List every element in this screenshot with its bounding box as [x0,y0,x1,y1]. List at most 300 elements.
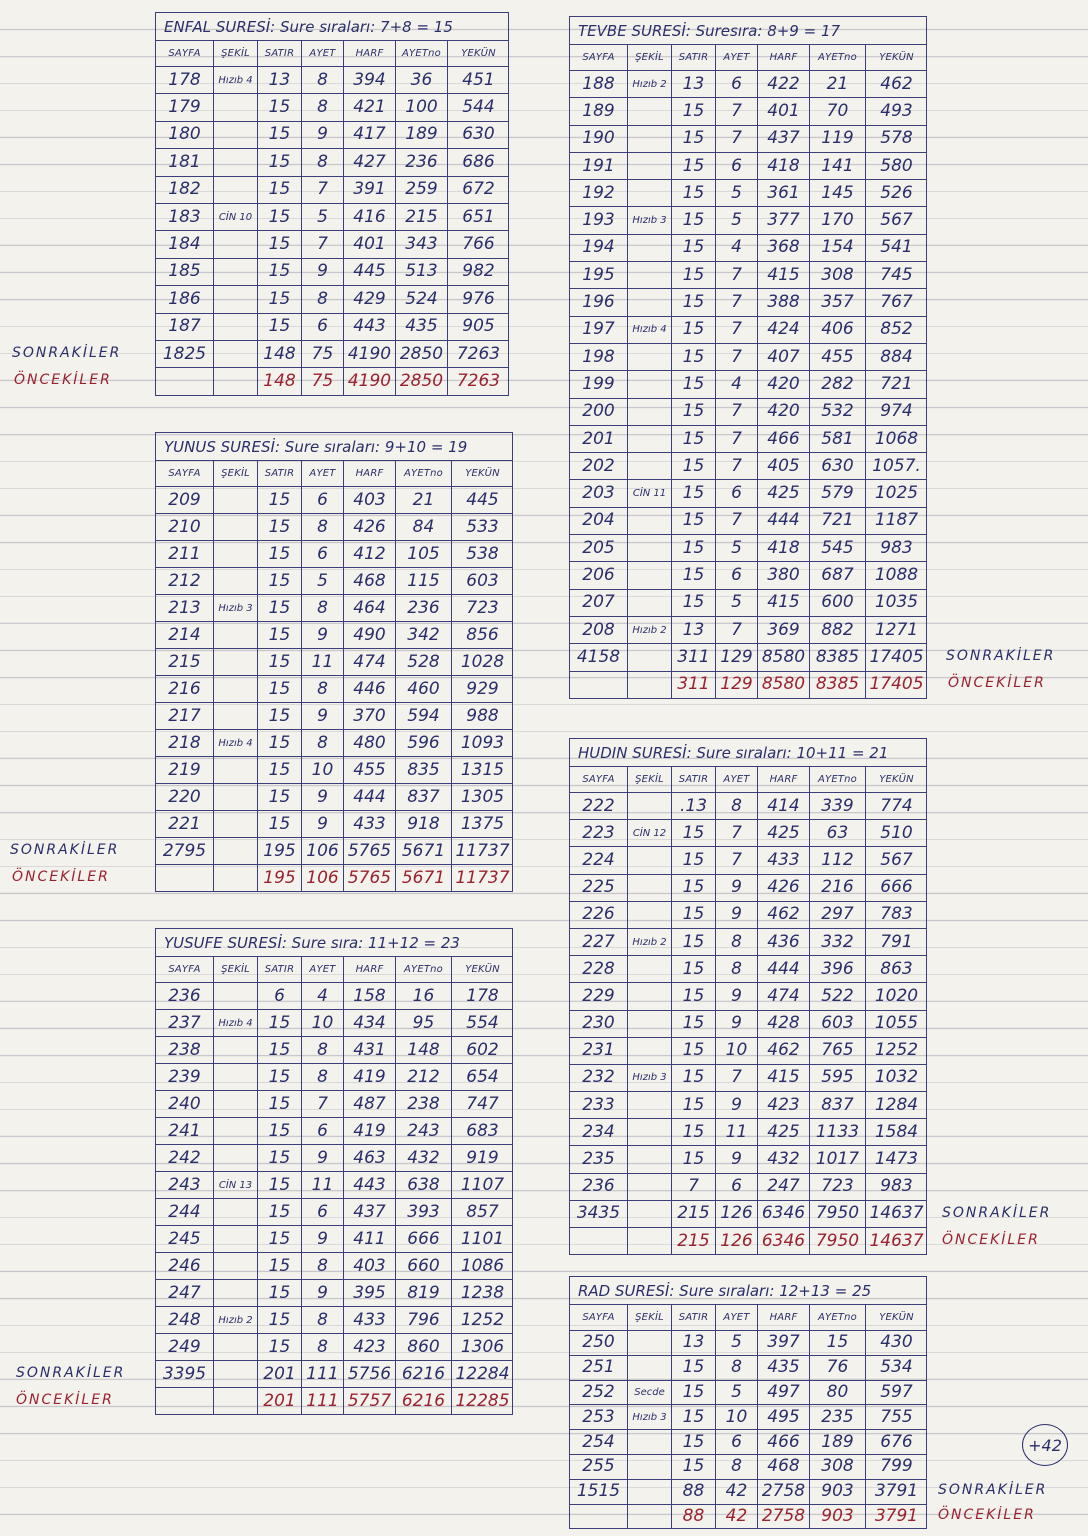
table-cell: 236 [395,148,447,175]
table-cell: 7 [715,125,757,152]
table-cell: 1252 [451,1306,513,1333]
table-cell-shape [213,121,257,148]
table-cell: 837 [809,1091,865,1118]
oncekiler-total-cell [213,367,257,394]
oncekiler-total-cell: 6216 [395,1387,451,1414]
table-cell: 426 [343,513,395,540]
column-header-yek-n: YEKÜN [451,460,513,486]
sonrakiler-total-cell [627,643,671,670]
table-cell: 15 [671,152,715,179]
tevbe-table [569,16,927,699]
table-cell: 1068 [865,425,927,452]
table-cell: 179 [155,93,213,120]
table-cell: 451 [447,66,509,93]
table-cell: 415 [757,589,809,616]
table-cell: 1032 [865,1064,927,1091]
table-cell: 15 [257,1009,301,1036]
table-cell: 11 [301,1171,343,1198]
table-cell: 15 [671,955,715,982]
table-cell-shape [213,93,257,120]
table-cell: 248 [155,1306,213,1333]
table-cell: 15 [671,452,715,479]
table-cell: 203 [569,479,627,506]
hud-title: HUDIN SURESİ: Sure sıraları: 10+11 = 21 [569,738,927,766]
tevbe-title: TEVBE SURESİ: Suresıra: 8+9 = 17 [569,16,927,44]
table-cell: 497 [757,1380,809,1405]
oncekiler-total-cell: 3791 [865,1504,927,1529]
oncekiler-total-cell [569,1227,627,1254]
table-cell: 297 [809,901,865,928]
column-header-eki-l: ŞEKİL [627,1304,671,1330]
column-header-eki-l: ŞEKİL [627,44,671,70]
oncekiler-total-cell: 88 [671,1504,715,1529]
table-cell: 4 [715,234,757,261]
column-header-ayetno: AYETno [809,44,865,70]
table-cell: 856 [451,621,513,648]
table-cell: 429 [343,285,395,312]
table-cell: 1284 [865,1091,927,1118]
table-cell: 13 [671,1330,715,1355]
table-cell: 7 [715,846,757,873]
table-cell-shape [627,874,671,901]
oncekiler-total-cell [213,1387,257,1414]
table-cell: 425 [757,819,809,846]
table-cell: 182 [155,176,213,203]
table-cell: 443 [343,313,395,340]
table-cell: 229 [569,982,627,1009]
table-cell: 15 [671,398,715,425]
table-cell: 15 [809,1330,865,1355]
table-cell: 443 [343,1171,395,1198]
table-cell: 181 [155,148,213,175]
table-cell: 36 [395,66,447,93]
table-cell: 532 [809,398,865,425]
oncekiler-total-cell [155,367,213,394]
table-cell: 80 [809,1380,865,1405]
table-cell: 245 [155,1225,213,1252]
table-cell-shape [213,1225,257,1252]
table-cell: 63 [809,819,865,846]
page-number-badge: +42 [1022,1424,1068,1466]
sonrakiler-total-cell: 8580 [757,643,809,670]
table-cell: 602 [451,1036,513,1063]
table-cell: 455 [809,343,865,370]
table-cell: 860 [395,1333,451,1360]
sonrakiler-total-cell: 106 [301,837,343,864]
table-cell: 5 [715,589,757,616]
table-cell: 11 [715,1118,757,1145]
table-cell: 463 [343,1144,395,1171]
table-cell: 745 [865,261,927,288]
table-cell: 401 [343,230,395,257]
table-cell: 397 [757,1330,809,1355]
yusuf-table [155,928,513,1415]
sonrakiler-total-cell: 111 [301,1360,343,1387]
table-cell: 170 [809,206,865,233]
table-cell: 5 [715,1330,757,1355]
table-cell-shape [627,1010,671,1037]
table-cell-shape [627,343,671,370]
oncekiler-total-cell: 14637 [865,1227,927,1254]
table-cell: 983 [865,1173,927,1200]
table-cell: 15 [671,901,715,928]
oncekiler-total-cell: 17405 [865,671,927,698]
table-cell: 250 [569,1330,627,1355]
table-cell: 723 [451,594,513,621]
table-cell: 445 [343,258,395,285]
table-cell: 533 [451,513,513,540]
table-cell: 418 [757,152,809,179]
table-cell: 5 [715,534,757,561]
table-cell: 676 [865,1429,927,1454]
table-cell: 6 [715,70,757,97]
table-cell: 490 [343,621,395,648]
table-cell: 15 [671,819,715,846]
table-cell: 221 [155,810,213,837]
table-cell-shape: CİN 12 [627,819,671,846]
table-cell-shape: Hızıb 2 [627,928,671,955]
table-cell: 231 [569,1037,627,1064]
table-cell: 332 [809,928,865,955]
table-cell: 239 [155,1063,213,1090]
table-cell: 819 [395,1279,451,1306]
table-cell: 388 [757,288,809,315]
table-cell: .13 [671,792,715,819]
table-cell: 15 [671,1380,715,1405]
table-cell-shape [213,313,257,340]
table-cell: 193 [569,206,627,233]
column-header-sayfa: SAYFA [155,460,213,486]
table-cell: 425 [757,1118,809,1145]
table-cell: 15 [257,756,301,783]
table-cell: 8 [301,285,343,312]
table-cell: 189 [395,121,447,148]
table-cell: 76 [809,1355,865,1380]
table-cell: 466 [757,425,809,452]
table-cell: 15 [257,1198,301,1225]
table-cell: 15 [257,313,301,340]
table-cell-shape: Hızıb 2 [213,1306,257,1333]
column-header-ayetno: AYETno [809,766,865,792]
sonrakiler-total-cell: 3435 [569,1200,627,1227]
table-cell-shape [627,370,671,397]
table-cell: 236 [155,982,213,1009]
table-cell: 15 [257,810,301,837]
table-cell: 415 [757,1064,809,1091]
table-cell: 487 [343,1090,395,1117]
table-cell: 15 [671,1118,715,1145]
table-cell: 242 [155,1144,213,1171]
column-header-harf: HARF [757,766,809,792]
sonrakiler-total-cell: 195 [257,837,301,864]
table-cell: 412 [343,540,395,567]
table-cell-shape [627,534,671,561]
table-cell: 7 [715,97,757,124]
table-cell: 595 [809,1064,865,1091]
table-cell: 432 [395,1144,451,1171]
table-cell: 8 [301,729,343,756]
rad-title: RAD SURESİ: Sure sıraları: 12+13 = 25 [569,1276,927,1304]
table-cell: 342 [395,621,451,648]
oncekiler-total-cell [569,671,627,698]
sonrakiler-total-cell [627,1479,671,1504]
column-header-yek-n: YEKÜN [447,40,509,66]
oncekiler-total-cell: 5765 [343,864,395,891]
column-header-ayet: AYET [715,44,757,70]
table-cell: 435 [757,1355,809,1380]
sonrakiler-total-cell: 12284 [451,1360,513,1387]
column-header-ayet: AYET [301,460,343,486]
table-cell: 7 [715,261,757,288]
table-cell: 9 [301,1225,343,1252]
table-cell: 192 [569,179,627,206]
table-cell-shape [627,179,671,206]
table-cell: 15 [671,507,715,534]
table-cell: 15 [257,783,301,810]
table-cell: 249 [155,1333,213,1360]
table-cell-shape [627,97,671,124]
oncekiler-total-cell: 2758 [757,1504,809,1529]
table-cell: 15 [671,261,715,288]
table-cell: 545 [809,534,865,561]
column-header-satir: SATIR [671,44,715,70]
table-cell-shape [627,982,671,1009]
sonrakiler-total-cell: 8385 [809,643,865,670]
table-cell: 238 [155,1036,213,1063]
table-cell-shape [213,230,257,257]
table-cell: 16 [395,982,451,1009]
table-cell: 416 [343,203,395,230]
table-cell: 435 [395,313,447,340]
rad-grid [569,1276,927,1529]
table-cell: 8 [715,928,757,955]
enfal-grid [155,12,509,396]
table-cell: 15 [257,176,301,203]
table-cell: 15 [257,1090,301,1117]
table-cell: 228 [569,955,627,982]
table-cell: 882 [809,616,865,643]
table-cell: 21 [809,70,865,97]
table-cell-shape [627,1037,671,1064]
table-cell: 218 [155,729,213,756]
table-cell: 630 [809,452,865,479]
table-cell: 672 [447,176,509,203]
sonrakiler-total-cell [213,1360,257,1387]
table-cell: 982 [447,258,509,285]
table-cell: 419 [343,1117,395,1144]
table-cell: 115 [395,567,451,594]
table-cell-shape: CİN 11 [627,479,671,506]
table-cell-shape: Hızıb 4 [627,316,671,343]
table-cell: 666 [395,1225,451,1252]
table-cell: 534 [865,1355,927,1380]
table-cell-shape [627,901,671,928]
table-cell: 1020 [865,982,927,1009]
sonrakiler-total-cell [627,1200,671,1227]
table-cell: 236 [569,1173,627,1200]
table-cell-shape [213,285,257,312]
table-cell: 370 [343,702,395,729]
oncekiler-total-cell: 2850 [395,367,447,394]
table-cell-shape [627,261,671,288]
yunus-table [155,432,513,892]
table-cell: 1133 [809,1118,865,1145]
table-cell-shape [627,1330,671,1355]
table-cell: 15 [671,125,715,152]
table-cell: 191 [569,152,627,179]
table-cell: 403 [343,486,395,513]
table-cell: 212 [155,567,213,594]
table-cell: 215 [155,648,213,675]
table-cell: 187 [155,313,213,340]
table-cell: 687 [809,561,865,588]
table-cell: 1025 [865,479,927,506]
table-cell: 783 [865,901,927,928]
table-cell: 7 [301,1090,343,1117]
table-cell: 6 [715,1173,757,1200]
table-cell: 579 [809,479,865,506]
hud-sonrakiler-label: SONRAKİLER [942,1204,1052,1221]
table-cell: 603 [809,1010,865,1037]
table-cell: 7 [715,343,757,370]
table-cell: 905 [447,313,509,340]
table-cell: 4 [715,370,757,397]
table-cell: 377 [757,206,809,233]
table-cell: 437 [343,1198,395,1225]
table-cell: 418 [757,534,809,561]
table-cell: 7 [301,230,343,257]
table-cell: 414 [757,792,809,819]
rad-table [569,1276,927,1529]
column-header-satir: SATIR [671,766,715,792]
table-cell: 215 [395,203,447,230]
table-cell: 1035 [865,589,927,616]
table-cell: 15 [257,148,301,175]
sonrakiler-total-cell: 42 [715,1479,757,1504]
table-cell-shape [213,982,257,1009]
table-cell-shape [627,288,671,315]
sonrakiler-total-cell [213,837,257,864]
table-cell: 600 [809,589,865,616]
column-header-satir: SATIR [671,1304,715,1330]
table-cell: 419 [343,1063,395,1090]
table-cell: 434 [343,1009,395,1036]
table-cell: 145 [809,179,865,206]
table-cell: 190 [569,125,627,152]
table-cell: 468 [757,1454,809,1479]
table-cell: 5 [715,206,757,233]
oncekiler-total-cell: 195 [257,864,301,891]
table-cell: 6 [301,313,343,340]
table-cell: 15 [257,1144,301,1171]
table-cell: 393 [395,1198,451,1225]
table-cell: 15 [671,1145,715,1172]
table-cell-shape [627,1145,671,1172]
table-cell: 6 [715,152,757,179]
table-cell: 233 [569,1091,627,1118]
hud-oncekiler-label: ÖNCEKİLER [942,1231,1040,1248]
table-cell: 9 [301,810,343,837]
sonrakiler-total-cell [213,340,257,367]
sonrakiler-total-cell: 14637 [865,1200,927,1227]
table-cell-shape [213,648,257,675]
table-cell: 9 [715,874,757,901]
table-cell: 15 [257,1279,301,1306]
column-header-harf: HARF [757,1304,809,1330]
table-cell: 180 [155,121,213,148]
oncekiler-total-cell [627,671,671,698]
oncekiler-total-cell: 311 [671,671,715,698]
table-cell: 513 [395,258,447,285]
table-cell: 308 [809,1454,865,1479]
table-cell: 15 [671,1037,715,1064]
table-cell-shape [627,234,671,261]
table-cell: 15 [257,540,301,567]
table-cell: 308 [809,261,865,288]
table-cell: 232 [569,1064,627,1091]
table-cell: 15 [257,1225,301,1252]
table-cell: 8 [715,955,757,982]
table-cell: 919 [451,1144,513,1171]
table-cell: 9 [715,1145,757,1172]
table-cell: 15 [671,479,715,506]
table-cell: 15 [671,1010,715,1037]
table-cell: 976 [447,285,509,312]
oncekiler-total-cell [627,1504,671,1529]
column-header-satir: SATIR [257,40,301,66]
table-cell: 189 [809,1429,865,1454]
table-cell: 1107 [451,1171,513,1198]
table-cell: 10 [301,1009,343,1036]
table-cell: 217 [155,702,213,729]
table-cell: 426 [757,874,809,901]
table-cell: 510 [865,819,927,846]
table-cell: 424 [757,316,809,343]
column-header-ayetno: AYETno [809,1304,865,1330]
table-cell: 1086 [451,1252,513,1279]
table-cell: 361 [757,179,809,206]
table-cell: 433 [343,810,395,837]
oncekiler-total-cell: 12285 [451,1387,513,1414]
table-cell: 401 [757,97,809,124]
table-cell: 185 [155,258,213,285]
sonrakiler-total-cell: 11737 [451,837,513,864]
table-cell: 444 [757,955,809,982]
table-cell: 6 [301,1198,343,1225]
table-cell: 974 [865,398,927,425]
table-cell: 766 [447,230,509,257]
table-cell: 195 [569,261,627,288]
table-cell: 7 [715,288,757,315]
table-cell: 216 [155,675,213,702]
table-cell: 420 [757,370,809,397]
table-cell: 15 [257,1306,301,1333]
table-cell: 6 [301,540,343,567]
table-cell: 7 [715,507,757,534]
enfal-oncekiler-label: ÖNCEKİLER [14,372,112,389]
table-cell: 480 [343,729,395,756]
sonrakiler-total-cell: 2795 [155,837,213,864]
table-cell: 446 [343,675,395,702]
column-header-harf: HARF [343,40,395,66]
table-cell: 526 [865,179,927,206]
table-cell: 15 [671,1355,715,1380]
table-cell: 13 [257,66,301,93]
sonrakiler-total-cell: 311 [671,643,715,670]
table-cell: 6 [301,486,343,513]
table-cell: 237 [155,1009,213,1036]
oncekiler-total-cell: 5757 [343,1387,395,1414]
